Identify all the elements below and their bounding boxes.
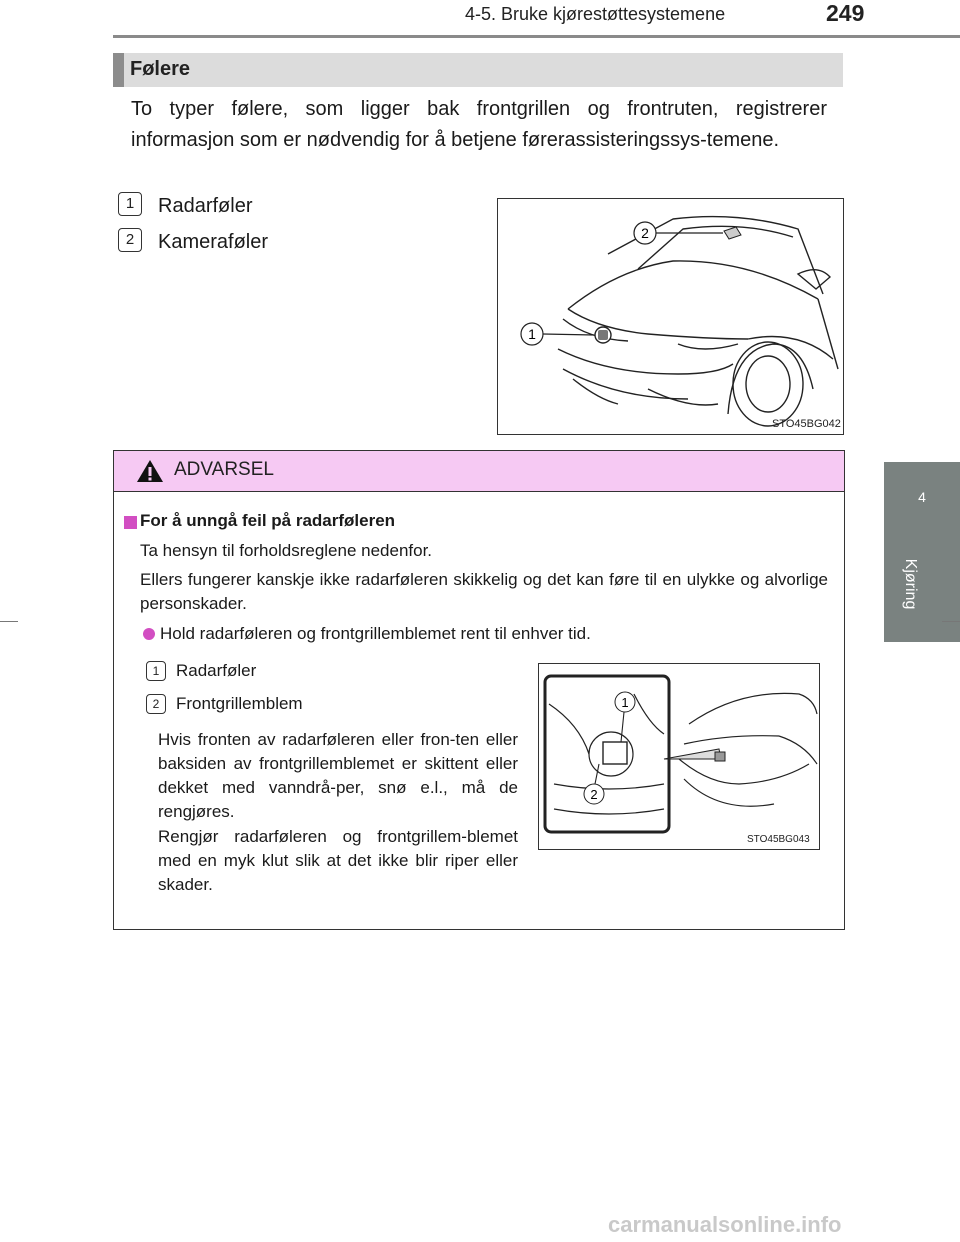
section-header [113,53,843,87]
header-rule [113,35,960,38]
warning-paragraph: Ta hensyn til forholdsreglene nedenfor. [140,541,433,560]
item-number-badge: 1 [146,661,166,681]
running-header: 4-5. Bruke kjørestøttesystemene [465,4,726,24]
callout-2: 2 [641,225,649,241]
section-title: Følere [130,58,191,80]
item-number-badge: 2 [118,228,142,252]
emblem-detail-illustration [539,664,819,849]
item-label: Kameraføler [158,231,269,253]
crop-mark [942,621,960,622]
warning-header [114,451,844,492]
cleaning-instruction: Hvis fronten av radarføleren eller fron-ten eller baksiden av frontgrillemblemet er skittent eller dekket med vanndrå-per, snø e.l., må de rengjøres. [158,730,518,821]
chapter-tab-number: 4 [884,462,960,542]
item-number-badge: 1 [118,192,142,216]
item-label: Radarføler [158,195,253,217]
callout-1: 1 [528,326,536,342]
chapter-tab-strip [884,542,960,642]
camera-sensor-marker [724,227,741,239]
watermark: carmanualsonline.info [608,1212,842,1237]
car-front-illustration [498,199,843,434]
cleaning-instruction: Rengjør radarføleren og frontgrillem-blemet med en myk klut slik at det ikke blir riper eller skader. [158,827,518,894]
item-number-badge: 2 [146,694,166,714]
warning-bullet-text: Hold radarføleren og frontgrillemblemet rent til enhver tid. [160,624,591,643]
figure-code: STO45BG042 [772,418,841,430]
item-label: Radarføler [176,661,257,680]
bullet-dot [143,628,155,640]
callout-1: 1 [621,695,629,710]
figure-code: STO45BG043 [747,834,810,845]
warning-title: ADVARSEL [174,459,274,480]
warning-triangle-icon [136,458,164,484]
intro-paragraph: To typer følere, som ligger bak frontgrillen og frontruten, registrerer informasjon som er nødvendig for å betjene førerassisteringssys-temene. [131,98,827,151]
crop-mark [0,621,18,622]
chapter-tab-label: Kjøring [902,558,919,610]
section-header-bar [113,53,124,87]
emblem-detail-figure [538,663,820,850]
page-number: 249 [826,0,865,26]
item-label: Frontgrillemblem [176,694,303,713]
heading-bullet-square [124,516,137,529]
warning-paragraph: Ellers fungerer kanskje ikke radarføleren skikkelig og det kan føre til en ulykke og alvorlige personskader. [140,570,828,613]
callout-2: 2 [590,787,598,802]
sensor-location-figure [497,198,844,435]
warning-heading: For å unngå feil på radarføleren [140,511,396,530]
